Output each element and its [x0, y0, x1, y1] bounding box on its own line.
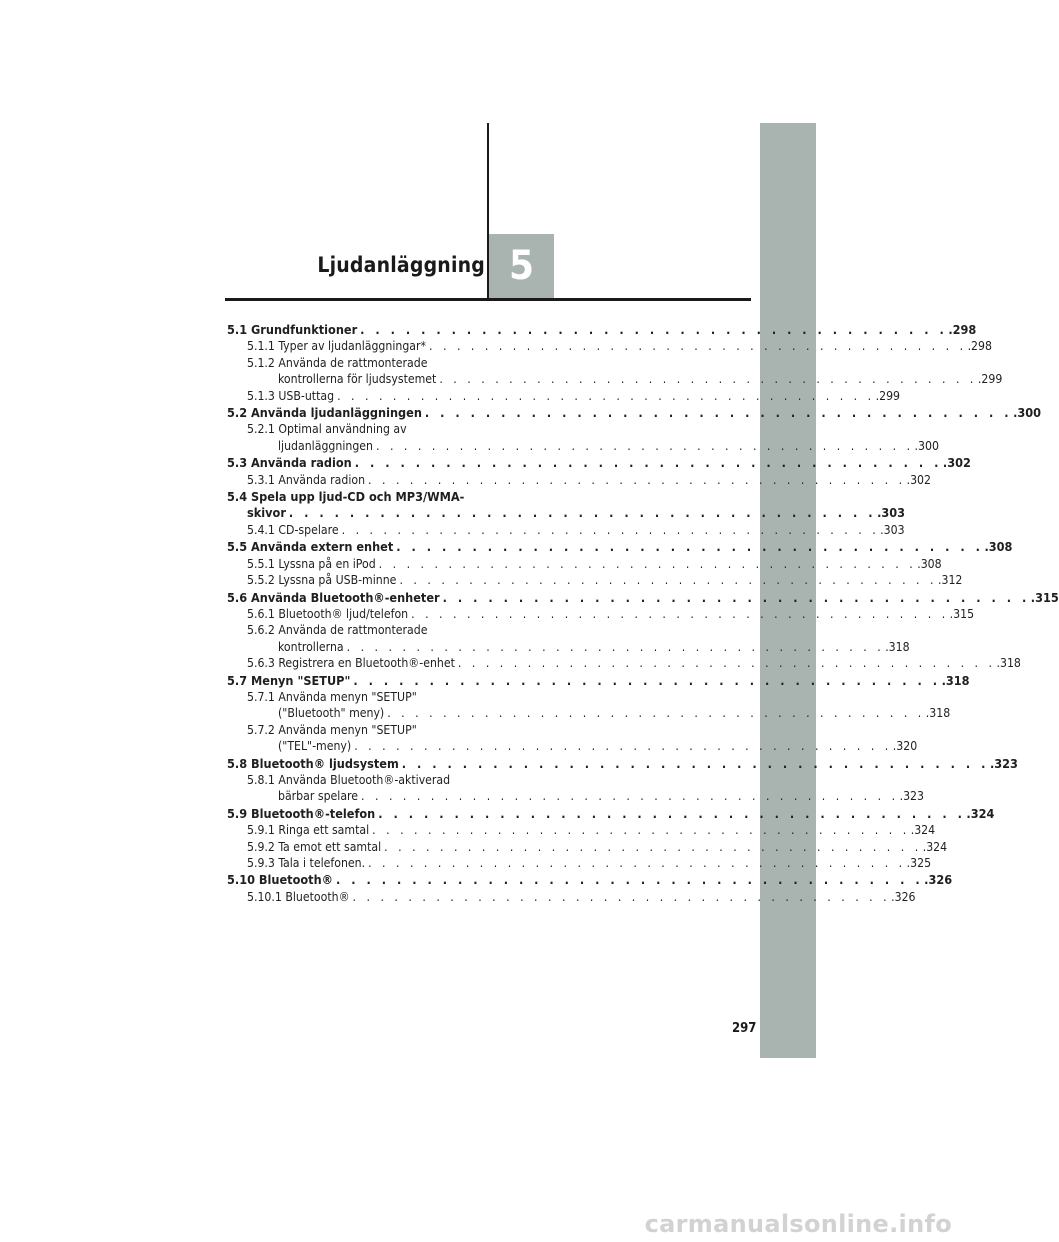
dot-leader: . . . . . . . . . . . . . . . . . . . . . . . . . . . . . . . . . . . . . . .	[361, 789, 899, 804]
toc-entry-text: kontrollerna för ljudsystemet	[278, 372, 437, 387]
footer-watermark: carmanualsonline.info	[644, 1210, 952, 1238]
toc-page-number: .324	[922, 839, 948, 854]
toc-entry-text: 5.6.1 Bluetooth® ljud/telefon	[247, 606, 409, 621]
dot-leader: . . . . . . . . . . . . . . . . . . . . . . . . . . . . . . . . . . . . . . .	[396, 539, 984, 555]
toc-entry-text: 5.3 Använda radion	[227, 455, 352, 471]
toc-section-entry[interactable]	[227, 455, 971, 471]
toc-subsection-entry[interactable]	[227, 355, 1003, 388]
dot-leader: . . . . . . . . . . . . . . . . . . . . . . . . . . . . . . . . . . . . . . .	[411, 606, 949, 621]
toc-page-number: .302	[906, 472, 931, 487]
toc-subsection-entry[interactable]	[227, 606, 975, 622]
toc-section-entry[interactable]	[227, 589, 1059, 606]
dot-leader: . . . . . . . . . . . . . . . . . . . . . . . . . . . . . . . . . . . . . . .	[360, 322, 948, 337]
toc-entry-text: 5.2 Använda ljudanläggningen	[227, 405, 422, 421]
toc-entry-text: 5.5.2 Lyssna på USB-minne	[247, 573, 397, 588]
toc-entry-text: 5.10.1 Bluetooth®	[247, 889, 350, 904]
toc-subsection-entry[interactable]	[227, 472, 931, 488]
toc-subsection-entry[interactable]	[227, 889, 916, 905]
dot-leader: . . . . . . . . . . . . . . . . . . . . . . . . . . . . . . . . . . . . . . .	[378, 556, 917, 571]
toc-entry-text: 5.1 Grundfunktioner	[227, 322, 358, 337]
toc-page-number: .299	[977, 372, 1003, 387]
dot-leader: . . . . . . . . . . . . . . . . . . . . . . . . . . . . . . . . . . . . . . .	[378, 805, 966, 821]
dot-leader: . . . . . . . . . . . . . . . . . . . . . . . . . . . . . . . . . . . . . . .	[352, 889, 891, 904]
dot-leader: . . . . . . . . . . . . . . . . . . . . . . . . . . . . . . . . . . . . . . .	[368, 472, 906, 487]
dot-leader: . . . . . . . . . . . . . . . . . . . . . . . . . . . . . . . . . . . . . . .	[375, 438, 914, 453]
toc-page-number: .326	[891, 889, 916, 904]
toc-page-number: .326	[924, 872, 953, 888]
toc-entry-text: 5.2.1 Optimal användning av	[247, 422, 407, 437]
toc-subsection-entry[interactable]	[227, 855, 932, 871]
toc-subsection-entry[interactable]	[227, 556, 942, 572]
toc-page-number: .299	[875, 388, 901, 403]
toc-entry-text: 5.5 Använda extern enhet	[227, 539, 394, 555]
dot-leader: . . . . . . . . . . . . . . . . . . . . . . . . . . . . . . . . . . . . . . .	[368, 856, 906, 870]
toc-subsection-entry[interactable]	[227, 522, 905, 538]
dot-leader: . . . . . . . . . . . . . . . . . . . . . . . . . . . . . . . . . . . . . . .	[384, 839, 922, 854]
toc-entry-text: 5.3.1 Använda radion	[247, 472, 366, 487]
toc-page-number: .302	[942, 455, 971, 471]
dot-leader: . . . . . . . . . . . . . . . . . . . . . . . . . . . . . . . . . . . . . . .	[429, 339, 967, 354]
toc-page-number: .303	[880, 522, 905, 537]
toc-section-entry[interactable]	[227, 405, 1042, 421]
dot-leader: . . . . . . . . . . . . . . . . . . . . . . . . . . . . . . . . . . . . . . .	[457, 656, 996, 671]
chapter-title: Ljudanläggning	[317, 253, 485, 277]
toc-section-entry[interactable]	[227, 672, 970, 689]
toc-page-number: .324	[966, 805, 995, 821]
chapter-number-box	[489, 234, 554, 298]
toc-subsection-entry[interactable]	[227, 622, 910, 655]
toc-page-number: .323	[989, 755, 1018, 771]
toc-entry-text: 5.5.1 Lyssna på en iPod	[247, 556, 376, 571]
dot-leader: . . . . . . . . . . . . . . . . . . . . . . . . . . . . . . . . . . . . . . .	[353, 672, 941, 688]
toc-entry-text: 5.7.1 Använda menyn "SETUP"	[247, 689, 417, 704]
toc-subsection-entry[interactable]	[227, 772, 924, 805]
toc-page-number: .308	[917, 556, 942, 571]
dot-leader: . . . . . . . . . . . . . . . . . . . . . . . . . . . . . . . . . . . . . . .	[354, 455, 942, 471]
toc-page-number: .324	[910, 823, 936, 838]
toc-entry-text: 5.4.1 CD-spelare	[247, 522, 339, 537]
toc-section-entry[interactable]	[227, 805, 995, 822]
dot-leader: . . . . . . . . . . . . . . . . . . . . . . . . . . . . . . . . . . . . . . .	[288, 505, 877, 521]
toc-entry-text: 5.10 Bluetooth®	[227, 872, 333, 888]
toc-page-number: .298	[967, 339, 992, 354]
toc-subsection-entry[interactable]	[227, 421, 939, 454]
toc-entry-text: 5.6.3 Registrera en Bluetooth®-enhet	[247, 656, 455, 671]
toc-entry-text: 5.1.1 Typer av ljudanläggningar*	[247, 339, 427, 354]
toc-page-number: .303	[877, 505, 906, 521]
dot-leader: . . . . . . . . . . . . . . . . . . . . . . . . . . . . . . . . . . . . . . .	[399, 573, 937, 588]
toc-page-number: .308	[984, 539, 1013, 555]
toc-entry-text: 5.9 Bluetooth®-telefon	[227, 805, 376, 821]
toc-page-number: .325	[906, 856, 932, 870]
toc-page-number: .300	[1013, 405, 1042, 421]
toc-entry-text: 5.6 Använda Bluetooth®-enheter	[227, 589, 440, 605]
dot-leader: . . . . . . . . . . . . . . . . . . . . . . . . . . . . . . . . . . . . . . .	[372, 823, 910, 838]
chapter-number: 5	[508, 243, 535, 289]
toc-page-number: .300	[914, 438, 939, 453]
toc-entry-text: bärbar spelare	[278, 789, 359, 804]
toc-entry-text: 5.1.3 USB-uttag	[247, 388, 335, 403]
dot-leader: . . . . . . . . . . . . . . . . . . . . . . . . . . . . . . . . . . . . . . .	[424, 405, 1013, 421]
page-number: 297	[732, 1021, 757, 1036]
dot-leader: . . . . . . . . . . . . . . . . . . . . . . . . . . . . . . . . . . . . . . .	[387, 706, 925, 721]
toc-section-entry[interactable]	[227, 539, 1013, 555]
toc-page-number: .298	[948, 322, 977, 337]
toc-entry-text: ljudanläggningen	[278, 438, 373, 453]
toc-subsection-entry[interactable]	[227, 689, 951, 722]
toc-section-entry[interactable]	[227, 755, 1018, 772]
toc-entry-text: 5.8 Bluetooth® ljudsystem	[227, 755, 399, 771]
toc-page-number: .318	[885, 639, 910, 654]
dot-leader: . . . . . . . . . . . . . . . . . . . . . . . . . . . . . . . . . . . . . . .	[439, 372, 977, 387]
toc-subsection-entry[interactable]	[227, 388, 901, 404]
toc-page-number: .320	[892, 739, 918, 754]
toc-entry-text: 5.1.2 Använda de rattmonterade	[247, 355, 428, 370]
toc-entry-text: 5.9.1 Ringa ett samtal	[247, 823, 370, 838]
toc-entry-text: 5.8.1 Använda Bluetooth®-aktiverad	[247, 772, 451, 787]
toc-page-number: .318	[941, 672, 970, 688]
dot-leader: . . . . . . . . . . . . . . . . . . . . . . . . . . . . . . . . . . . . . . .	[401, 755, 989, 771]
toc-entry-text: 5.7 Menyn "SETUP"	[227, 672, 351, 688]
toc-subsection-entry[interactable]	[227, 572, 963, 588]
toc-subsection-entry[interactable]	[227, 839, 948, 855]
toc-entry-text: kontrollerna	[278, 639, 344, 654]
toc-page-number: .315	[949, 606, 975, 621]
toc-entry-text: 5.4 Spela upp ljud-CD och MP3/WMA-	[227, 489, 465, 505]
toc-page-number: .318	[996, 656, 1021, 671]
dot-leader: . . . . . . . . . . . . . . . . . . . . . . . . . . . . . . . . . . . . . . .	[346, 639, 885, 654]
dot-leader: . . . . . . . . . . . . . . . . . . . . . . . . . . . . . . . . . . . . . . .	[335, 872, 924, 888]
toc-subsection-entry[interactable]	[227, 655, 1021, 671]
toc-subsection-entry[interactable]	[227, 338, 992, 354]
toc-page-number: .318	[925, 706, 951, 721]
toc-entry-text: ("Bluetooth" meny)	[278, 706, 385, 721]
toc-entry-text: ("TEL"-meny)	[278, 739, 352, 754]
toc-entry-text: 5.6.2 Använda de rattmonterade	[247, 623, 428, 638]
toc-page-number: .315	[1030, 589, 1059, 605]
dot-leader: . . . . . . . . . . . . . . . . . . . . . . . . . . . . . . . . . . . . . . .	[354, 739, 892, 754]
toc-entry-text: 5.9.3 Tala i telefonen.	[247, 856, 366, 870]
dot-leader: . . . . . . . . . . . . . . . . . . . . . . . . . . . . . . . . . . . . . . .	[442, 589, 1030, 605]
toc-subsection-entry[interactable]	[227, 722, 918, 755]
toc-section-entry[interactable]	[227, 489, 906, 522]
toc-entry-text: 5.9.2 Ta emot ett samtal	[247, 839, 382, 854]
dot-leader: . . . . . . . . . . . . . . . . . . . . . . . . . . . . . . . . . . . . . . .	[337, 388, 875, 403]
table-of-contents	[227, 322, 1059, 905]
toc-subsection-entry[interactable]	[227, 822, 936, 838]
toc-section-entry[interactable]	[227, 872, 953, 888]
toc-section-entry[interactable]	[227, 322, 977, 338]
toc-page-number: .323	[899, 789, 924, 804]
dot-leader: . . . . . . . . . . . . . . . . . . . . . . . . . . . . . . . . . . . . . . .	[341, 522, 880, 537]
header-rule	[225, 298, 751, 301]
toc-entry-text: skivor	[247, 505, 286, 521]
toc-page-number: .312	[938, 573, 963, 588]
toc-entry-text: 5.7.2 Använda menyn "SETUP"	[247, 722, 417, 737]
